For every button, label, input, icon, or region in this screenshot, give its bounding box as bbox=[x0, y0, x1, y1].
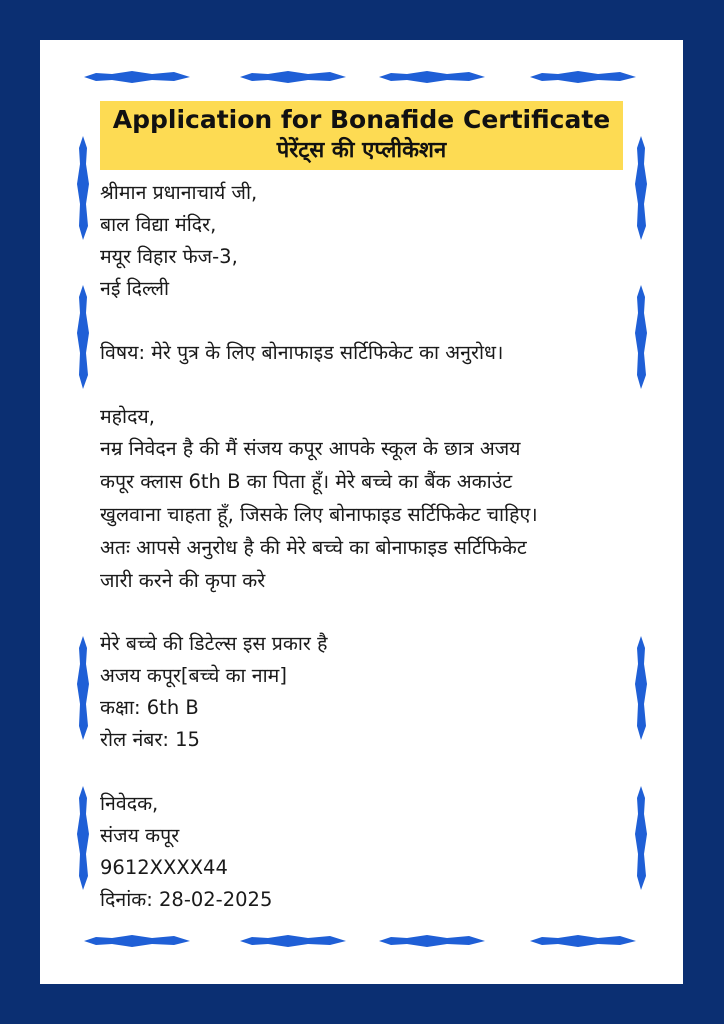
title-english: Application for Bonafide Certificate bbox=[112, 105, 611, 134]
brush-stroke-bottom-3 bbox=[377, 932, 487, 950]
details-line: अजय कपूर[बच्चे का नाम] bbox=[100, 664, 287, 687]
details-line: मेरे बच्चे की डिटेल्स इस प्रकार है bbox=[100, 632, 328, 655]
address-line: नई दिल्ली bbox=[100, 277, 170, 300]
brush-stroke-left-2 bbox=[74, 283, 92, 391]
subject-line: विषय: मेरे पुत्र के लिए बोनाफाइड सर्टिफिकेट का अनुरोध। bbox=[100, 341, 504, 364]
salutation: महोदय, bbox=[100, 405, 155, 428]
brush-stroke-left-4 bbox=[74, 784, 92, 892]
body-line: अतः आपसे अनुरोध है की मेरे बच्चे का बोनाफाइड सर्टिफिकेट bbox=[100, 536, 527, 559]
address-line: बाल विद्या मंदिर, bbox=[100, 213, 217, 236]
body-line: कपूर क्लास 6th B का पिता हूँ। मेरे बच्चे का बैंक अकाउंट bbox=[100, 470, 513, 493]
brush-stroke-right-2 bbox=[632, 283, 650, 391]
signature-line: निवेदक, bbox=[100, 792, 159, 815]
brush-stroke-top-3 bbox=[377, 68, 487, 86]
brush-stroke-right-1 bbox=[632, 134, 650, 242]
brush-stroke-bottom-1 bbox=[82, 932, 192, 950]
address-line: मयूर विहार फेज-3, bbox=[100, 245, 238, 268]
brush-stroke-top-4 bbox=[528, 68, 638, 86]
body-line: खुलवाना चाहता हूँ, जिसके लिए बोनाफाइड सर्टिफिकेट चाहिए। bbox=[100, 503, 538, 526]
brush-stroke-left-3 bbox=[74, 634, 92, 742]
details-line: कक्षा: 6th B bbox=[100, 696, 199, 719]
brush-stroke-left-1 bbox=[74, 134, 92, 242]
brush-stroke-bottom-2 bbox=[238, 932, 348, 950]
signature-line: संजय कपूर bbox=[100, 824, 180, 847]
brush-stroke-right-3 bbox=[632, 634, 650, 742]
body-line: जारी करने की कृपा करे bbox=[100, 569, 266, 592]
address-line: श्रीमान प्रधानाचार्य जी, bbox=[100, 181, 258, 204]
title-hindi: पेरेंट्स की एप्लीकेशन bbox=[276, 138, 447, 163]
brush-stroke-top-2 bbox=[238, 68, 348, 86]
brush-stroke-top-1 bbox=[82, 68, 192, 86]
signature-line: दिनांक: 28-02-2025 bbox=[100, 888, 273, 911]
brush-stroke-right-4 bbox=[632, 784, 650, 892]
brush-stroke-bottom-4 bbox=[528, 932, 638, 950]
letter-page bbox=[40, 40, 683, 984]
details-line: रोल नंबर: 15 bbox=[100, 728, 200, 751]
title-banner bbox=[100, 101, 623, 170]
signature-line: 9612XXXX44 bbox=[100, 856, 228, 879]
body-line: नम्र निवेदन है की मैं संजय कपूर आपके स्कूल के छात्र अजय bbox=[100, 437, 521, 460]
